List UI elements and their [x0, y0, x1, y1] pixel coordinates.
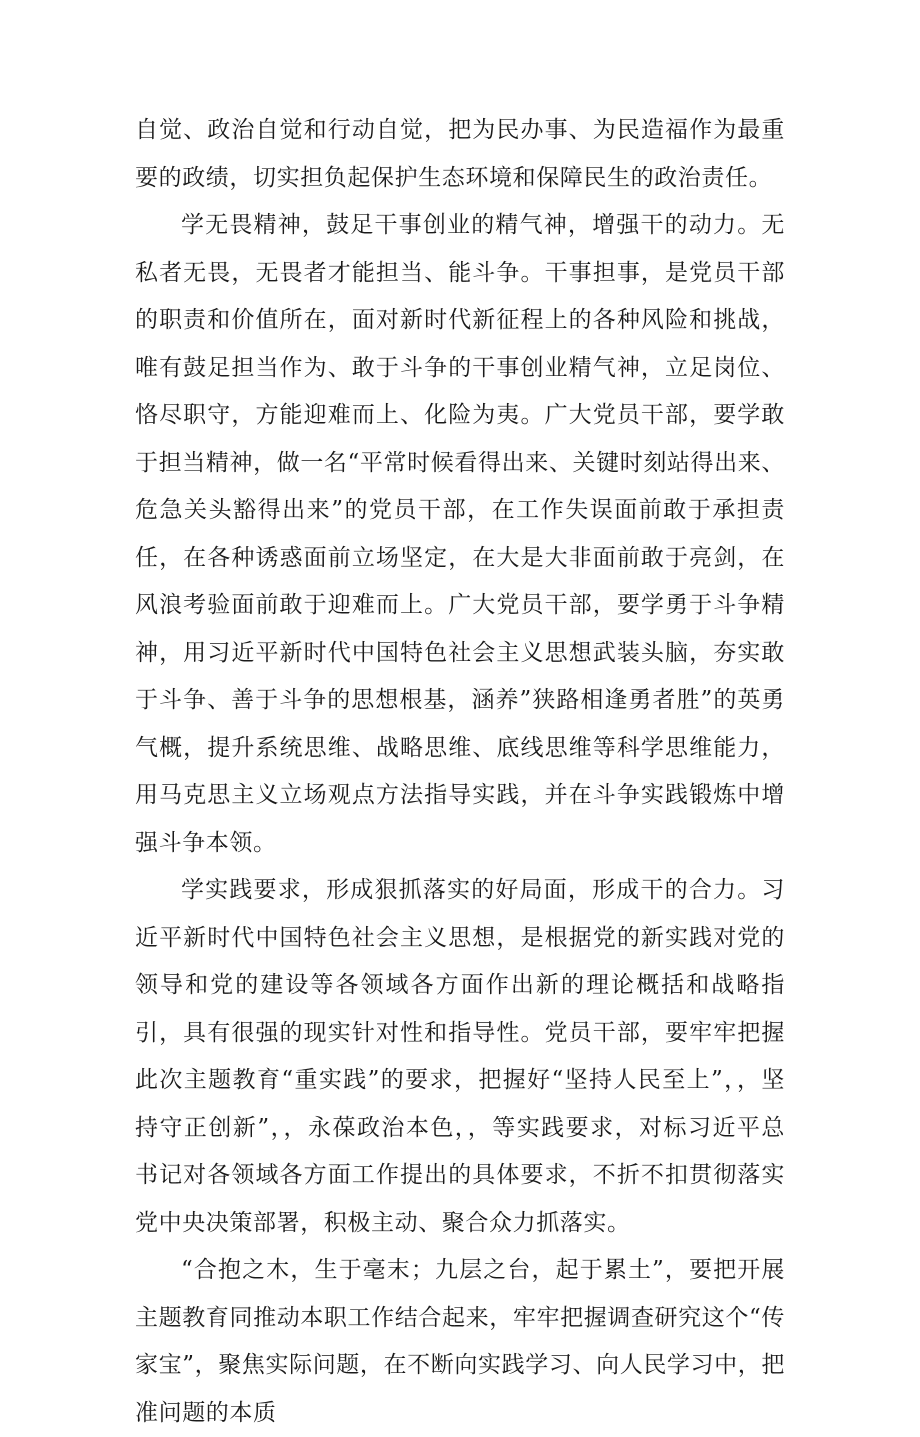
paragraph-3: 学实践要求，形成狠抓落实的好局面，形成干的合力。习近平新时代中国特色社会主义思想，是根据党的新实践对党的领导和党的建设等各领域各方面作出新的理论概括和战略指引，具有很强的现实针对性和指导性。党员干部，要牢牢把握此次主题教育“重实践”的要求，把握好“坚持人民至上”，，坚持守正创新”，，永葆政治本色，，等实践要求，对标习近平总书记对各领域各方面工作提出的具体要求，不折不扣贯彻落实党中央决策部署，积极主动、聚合众力抓落实。: [135, 877, 785, 1236]
paragraph-4: “合抱之木，生于毫末；九层之台，起于累土”，要把开展主题教育同推动本职工作结合起来，牢牢把握调查研究这个“传家宝”，聚焦实际问题，在不断向实践学习、向人民学习中，把准问题的本质: [135, 1257, 785, 1426]
document-body: [135, 107, 785, 1437]
paragraph-1: 自觉、政治自觉和行动自觉，把为民办事、为民造福作为最重要的政绩，切实担负起保护生态环境和保障民生的政治责任。: [135, 117, 785, 191]
paragraph-2: 学无畏精神，鼓足干事创业的精气神，增强干的动力。无私者无畏，无畏者才能担当、能斗争。干事担事，是党员干部的职责和价值所在，面对新时代新征程上的各种风险和挑战，唯有鼓足担当作为、敢于斗争的干事创业精气神，立足岗位、恪尽职守，方能迎难而上、化险为夷。广大党员干部，要学敢于担当精神，做一名“平常时候看得出来、关键时刻站得出来、危急关头豁得出来”的党员干部，在工作失误面前敢于承担责任，在各种诱惑面前立场坚定，在大是大非面前敢于亮剑，在风浪考验面前敢于迎难而上。广大党员干部，要学勇于斗争精神，用习近平新时代中国特色社会主义思想武装头脑，夯实敢于斗争、善于斗争的思想根基，涵养”狭路相逢勇者胜”的英勇气概，提升系统思维、战略思维、底线思维等科学思维能力，用马克思主义立场观点方法指导实践，并在斗争实践锻炼中增强斗争本领。: [135, 212, 785, 856]
